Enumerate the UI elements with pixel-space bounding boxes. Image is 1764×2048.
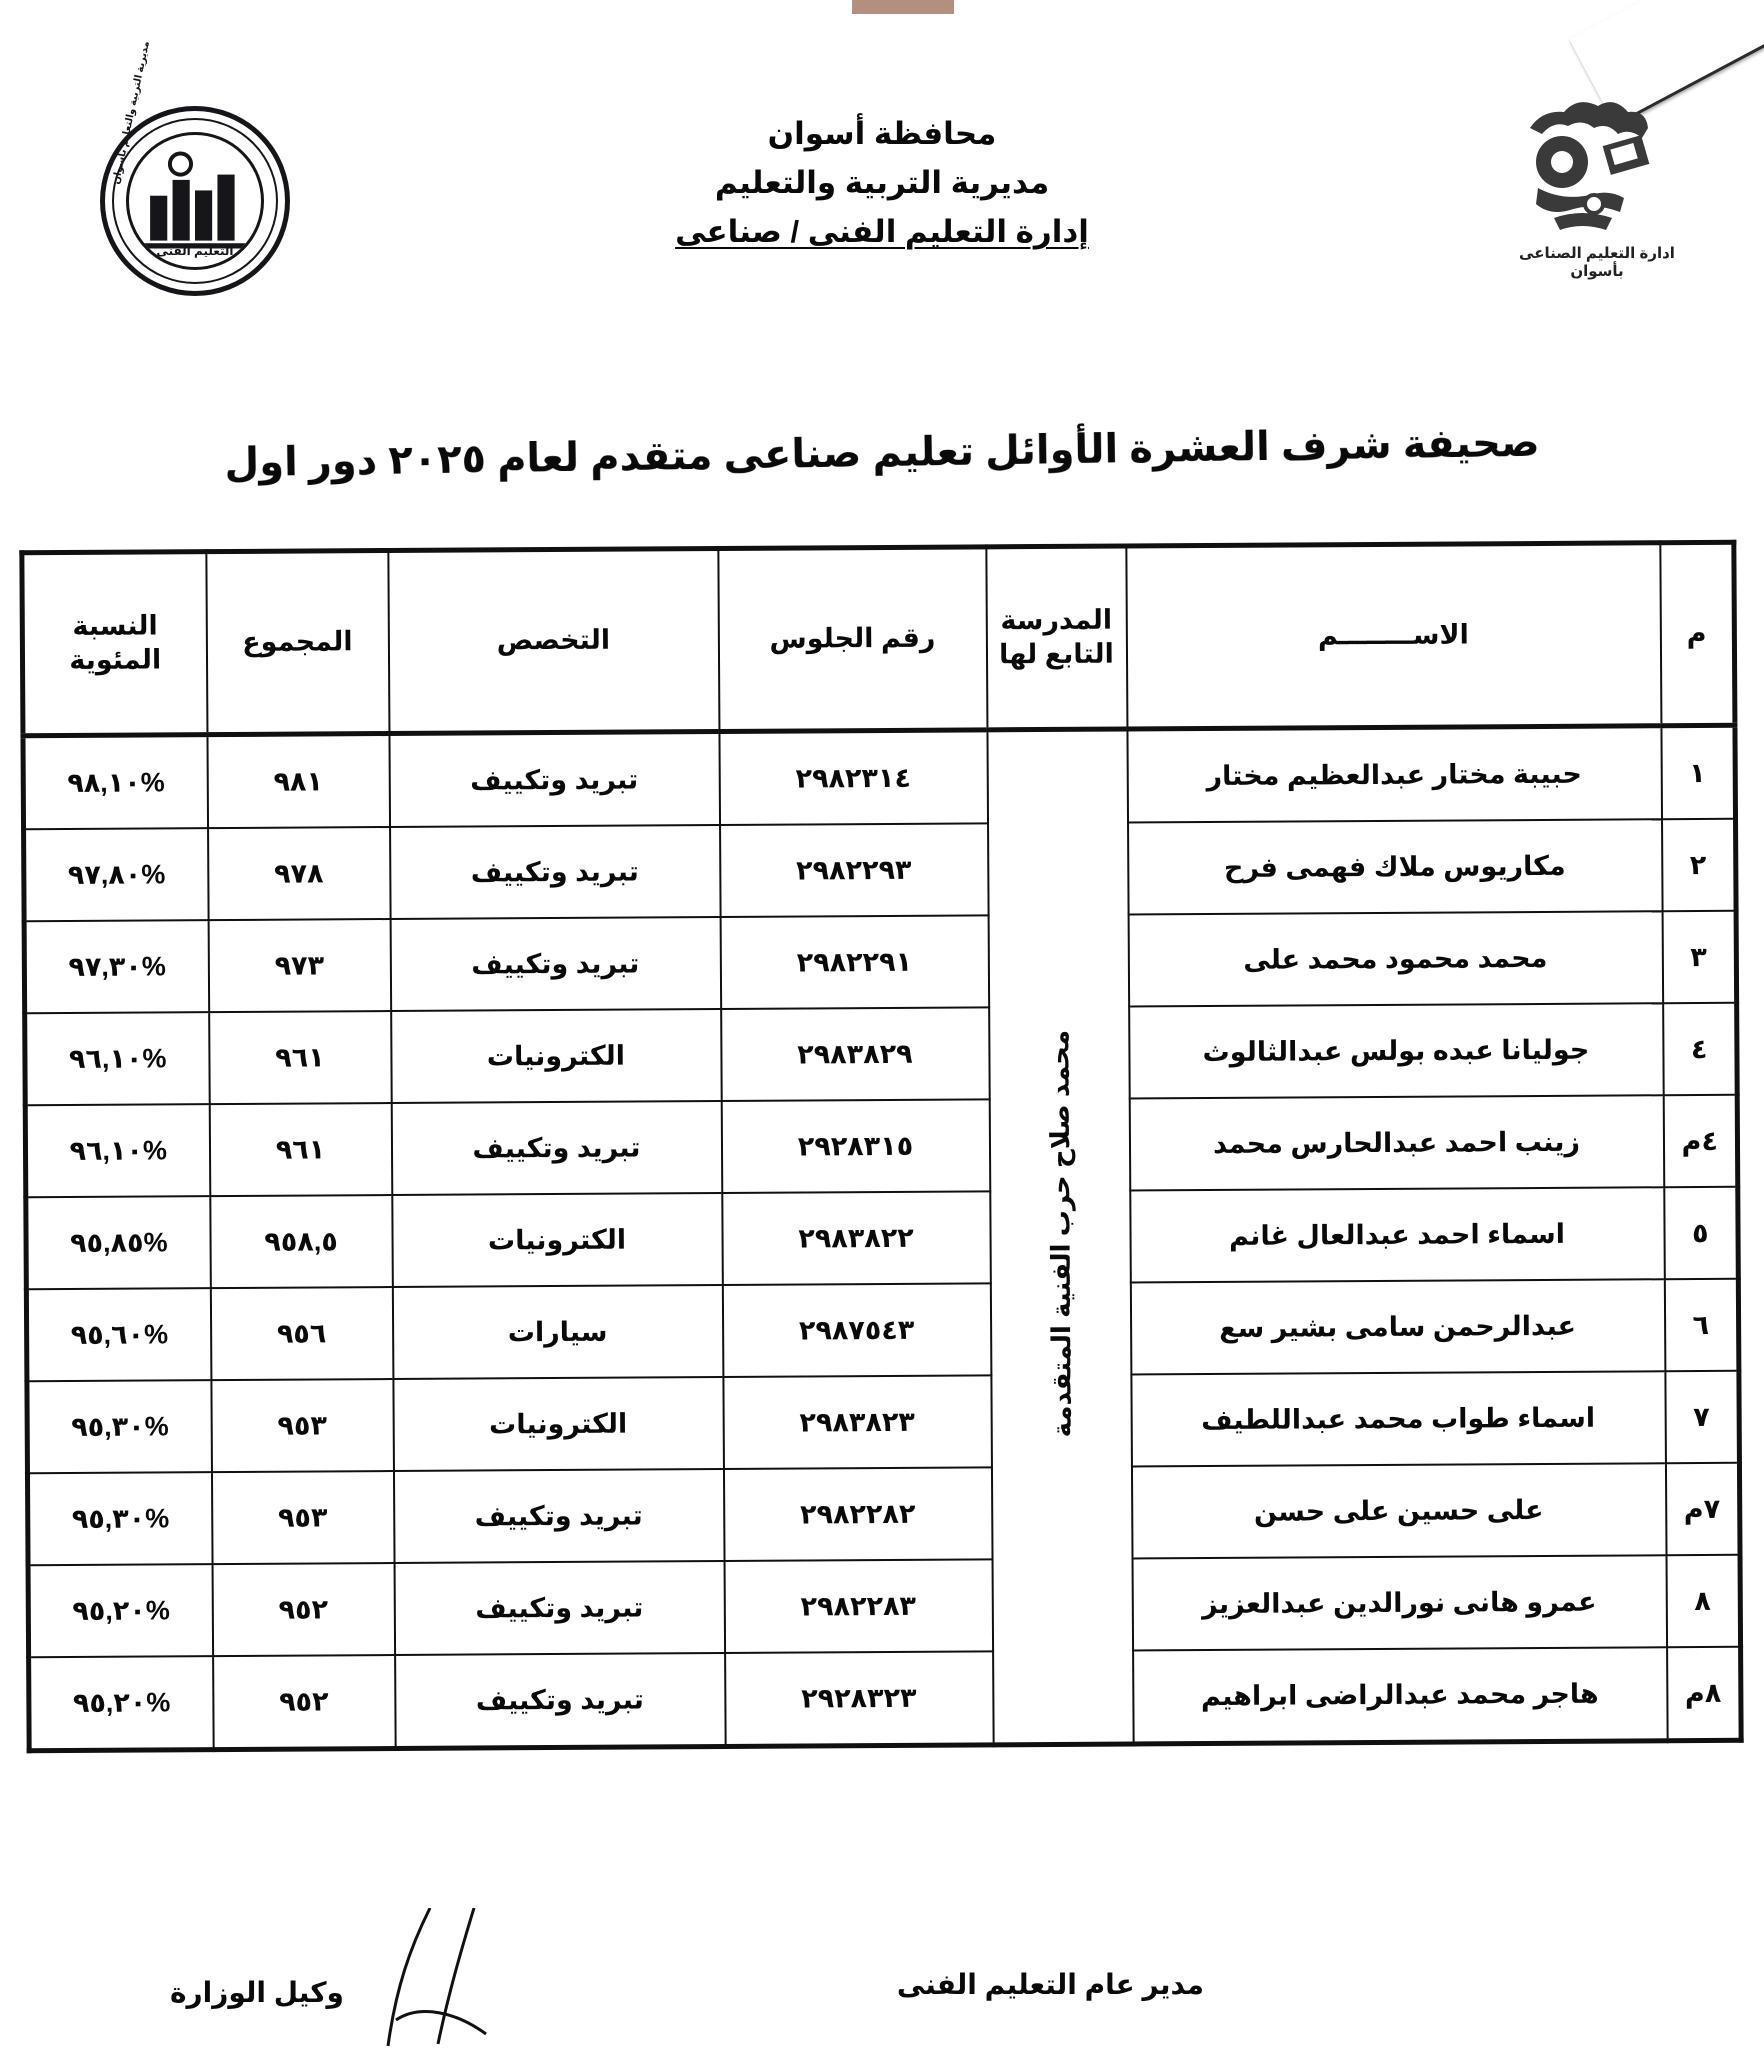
cell-major: سيارات (392, 1285, 723, 1379)
cell-index: ٢ (1662, 819, 1737, 911)
cell-total: ٩٥٣ (211, 1471, 394, 1564)
table-head (22, 542, 1735, 735)
cell-index: ٣ (1662, 911, 1737, 1003)
cell-total: ٩٥٢ (213, 1655, 396, 1750)
cell-school (987, 729, 1133, 1745)
scan-artifact-top (852, 0, 954, 14)
cell-name: محمد محمود محمد على (1128, 911, 1663, 1006)
col-header-name: الاســــــــم (1126, 543, 1661, 729)
signature-general-manager: مدير عام التعليم الفنى (896, 1969, 1204, 2000)
cell-seat: ٢٩٢٨٣١٥ (721, 1099, 990, 1193)
cell-major: الكترونيات (391, 1009, 722, 1103)
seal-ring-label: مديرية التربية والتعليم بأسوان (110, 40, 153, 186)
cell-total: ٩٥٦ (210, 1287, 393, 1380)
cell-major: تبريد وتكييف (393, 1469, 724, 1563)
table-row (24, 819, 1737, 921)
cell-name: اسماء احمد عبدالعال غانم (1130, 1187, 1665, 1282)
cell-major: تبريد وتكييف (395, 1653, 726, 1749)
school-name-vertical: محمد صلاح حرب الفنية المتقدمة (1043, 1029, 1077, 1438)
industrial-gear-emblem-icon (1515, 100, 1680, 240)
cell-seat: ٢٩٨٣٨٢٩ (721, 1007, 990, 1101)
cell-percent: %٩٨,١٠ (23, 735, 208, 830)
table-header-row (22, 542, 1735, 735)
cell-total: ٩٦١ (209, 1011, 392, 1104)
cell-percent: %٩٧,٨٠ (24, 828, 209, 921)
signature-ministry-deputy: وكيل الوزارة (170, 1977, 344, 2008)
header-line-directorate: مديرية التربية والتعليم (714, 164, 1050, 200)
cell-total: ٩٨١ (207, 734, 390, 829)
cell-percent: %٩٥,٢٠ (29, 1656, 214, 1751)
cell-major: الكترونيات (393, 1377, 724, 1471)
col-header-index: م (1660, 542, 1735, 725)
cell-total: ٩٥٢ (212, 1563, 395, 1656)
cell-seat: ٢٩٨٢٢٩١ (720, 915, 989, 1009)
cell-name: عبدالرحمن سامى بشير سع (1130, 1279, 1665, 1374)
cell-percent: %٩٦,١٠ (25, 1104, 210, 1197)
header-line-governorate: محافظة أسوان (767, 116, 997, 151)
cell-name: على حسين على حسن (1131, 1463, 1666, 1558)
col-header-major: التخصص (388, 549, 719, 734)
cell-index: ٦ (1664, 1279, 1739, 1371)
gear-emblem-svg (1510, 100, 1680, 245)
cell-major: الكترونيات (392, 1193, 723, 1287)
table-row (23, 725, 1736, 829)
cell-index: ٤م (1663, 1095, 1738, 1187)
cell-index: ٤ (1663, 1003, 1738, 1095)
document-header (0, 40, 1764, 296)
cell-seat: ٢٩٨٣٨٢٢ (722, 1191, 991, 1285)
col-header-school: المدرسة التابع لها (986, 546, 1127, 730)
header-line-administration: إدارة التعليم الفنى / صناعى (675, 213, 1089, 249)
cell-total: ٩٥٣ (211, 1379, 394, 1472)
cell-major: تبريد وتكييف (391, 1101, 722, 1195)
table-row (27, 1463, 1740, 1565)
cell-seat: ٢٩٨٣٨٢٣ (723, 1375, 992, 1469)
logo-caption: ادارة التعليم الصناعى بأسوان (1519, 245, 1675, 280)
cell-index: ٧م (1665, 1463, 1740, 1555)
cell-seat: ٢٩٨٢٢٨٣ (724, 1559, 993, 1653)
cell-percent: %٩٥,٦٠ (26, 1288, 211, 1381)
cell-major: تبريد وتكييف (394, 1561, 725, 1655)
table-row (26, 1279, 1739, 1381)
cell-percent: %٩٥,٣٠ (27, 1380, 212, 1473)
cell-index: ١ (1661, 725, 1736, 819)
cell-percent: %٩٥,٢٠ (28, 1564, 213, 1657)
table-row (25, 1003, 1738, 1105)
table-row (25, 1095, 1738, 1197)
seal-ring-text (100, 40, 290, 296)
official-seal (100, 40, 290, 296)
cell-name: مكاريوس ملاك فهمى فرح (1128, 819, 1663, 914)
document-footer (0, 1968, 1764, 2048)
cell-name: هاجر محمد عبدالراضى ابراهيم (1133, 1647, 1668, 1744)
cell-name: حبيبة مختار عبدالعظيم مختار (1127, 726, 1662, 823)
cell-index: ٧ (1665, 1371, 1740, 1463)
cell-seat: ٢٩٨٢٢٩٣ (720, 823, 989, 917)
cell-index: ٨ (1666, 1555, 1741, 1647)
cell-total: ٩٧٣ (208, 919, 391, 1012)
cell-seat: ٢٩٢٨٣٢٣ (725, 1651, 994, 1746)
cell-percent: %٩٥,٨٥ (26, 1196, 211, 1289)
cell-total: ٩٦١ (209, 1103, 392, 1196)
cell-major: تبريد وتكييف (390, 825, 721, 919)
honor-roll-table-container (24, 540, 1743, 1753)
cell-percent: %٩٧,٣٠ (24, 920, 209, 1013)
table-body (23, 725, 1741, 1750)
cell-seat: ٢٩٨٧٥٤٣ (722, 1283, 991, 1377)
honor-roll-table (19, 540, 1743, 1753)
table-row (28, 1555, 1741, 1657)
cell-name: زينب احمد عبدالحارس محمد (1129, 1095, 1664, 1190)
cell-major: تبريد وتكييف (390, 917, 721, 1011)
table-row (26, 1187, 1739, 1289)
cell-name: عمرو هانى نورالدين عبدالعزيز (1132, 1555, 1667, 1650)
cell-percent: %٩٥,٣٠ (27, 1472, 212, 1565)
handwritten-signature-mark (300, 1908, 600, 2048)
cell-name: اسماء طواب محمد عبداللطيف (1131, 1371, 1666, 1466)
cell-index: ٥ (1664, 1187, 1739, 1279)
col-header-total: المجموع (206, 551, 389, 735)
table-row (27, 1371, 1740, 1473)
table-row (29, 1647, 1742, 1751)
col-header-percent: النسبة المئوية (22, 552, 207, 736)
page-title: صحيفة شرف العشرة الأوائل تعليم صناعى متقدم لعام ٢٠٢٥ دور اول (224, 420, 1540, 486)
seal-core-label: التعليم الفنى (156, 244, 234, 258)
col-header-seat: رقم الجلوس (718, 547, 987, 732)
cell-name: جوليانا عبده بولس عبدالثالوث (1129, 1003, 1664, 1098)
cell-seat: ٢٩٨٢٣١٤ (719, 730, 988, 825)
cell-major: تبريد وتكييف (389, 732, 720, 828)
cell-percent: %٩٦,١٠ (25, 1012, 210, 1105)
cell-total: ٩٧٨ (208, 827, 391, 920)
cell-seat: ٢٩٨٢٢٨٢ (723, 1467, 992, 1561)
cell-total: ٩٥٨,٥ (210, 1195, 393, 1288)
table-row (24, 911, 1737, 1013)
industrial-education-logo (1492, 100, 1702, 300)
header-title-block (502, 110, 1262, 257)
cell-index: ٨م (1667, 1647, 1742, 1741)
